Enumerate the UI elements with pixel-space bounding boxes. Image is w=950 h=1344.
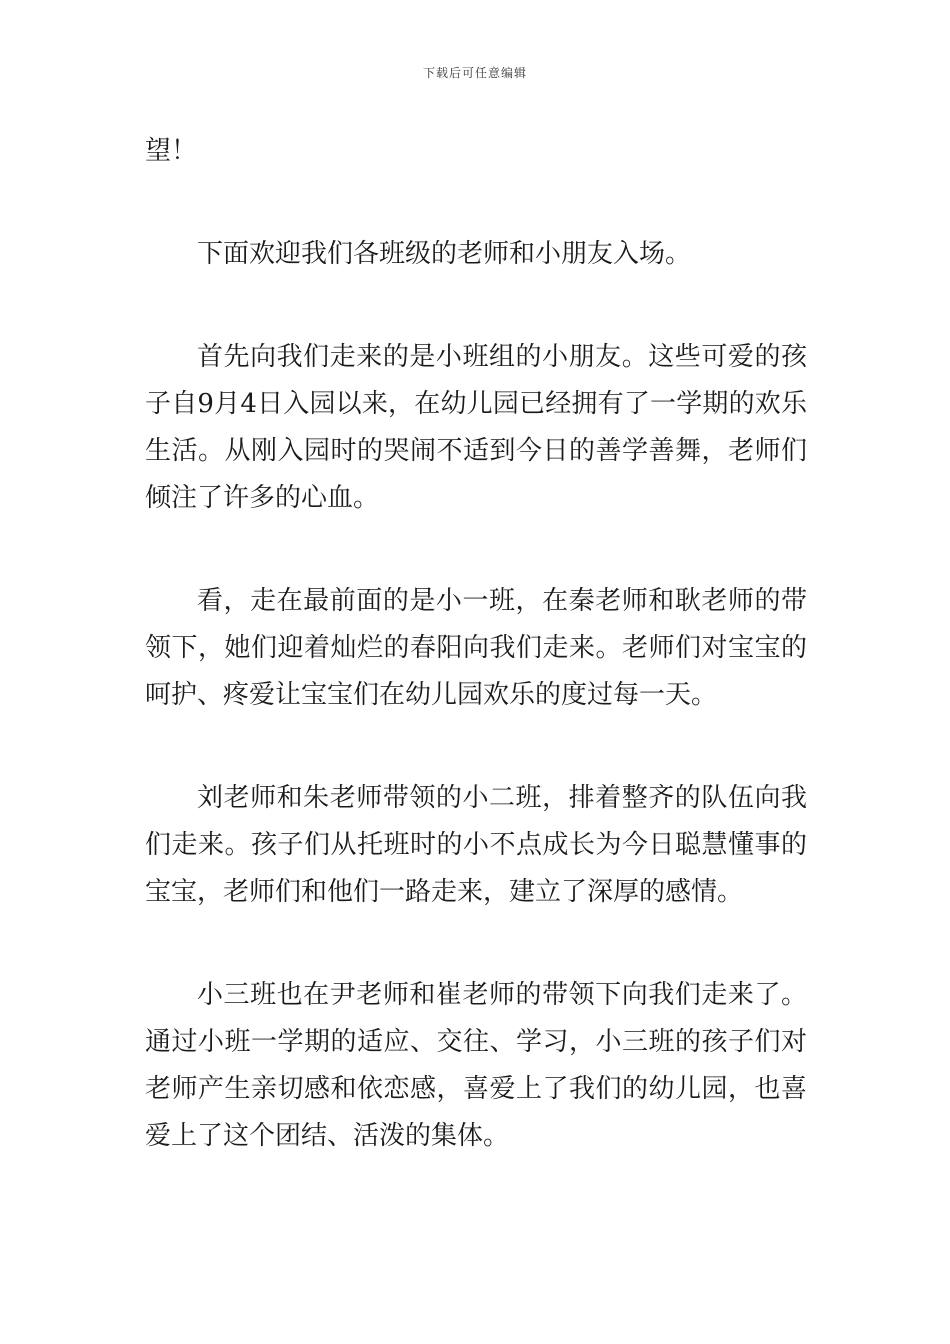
paragraph-class-small-two: 刘老师和朱老师带领的小二班，排着整齐的队伍向我们走来。孩子们从托班时的小不点成长为今日聪慧懂事的宝宝，老师们和他们一路走来，建立了深厚的感情。 [145,783,807,907]
paragraph-continuation: 望！ [145,136,198,166]
paragraph-class-small-one: 看，走在最前面的是小一班，在秦老师和耿老师的带领下，她们迎着灿烂的春阳向我们走来。老师们对宝宝的呵护、疼爱让宝宝们在幼儿园欢乐的度过每一天。 [145,586,807,710]
page-header-note: 下载后可任意编辑 [422,66,527,80]
paragraph-small-classes-intro: 首先向我们走来的是小班组的小朋友。这些可爱的孩子自9月4日入园以来，在幼儿园已经拥有了一学期的欢乐生活。从刚入园时的哭闹不适到今日的善学善舞，老师们倾注了许多的心血。 [145,342,807,513]
paragraph-welcome: 下面欢迎我们各班级的老师和小朋友入场。 [197,239,692,269]
document-body [145,128,807,1216]
paragraph-class-small-three: 小三班也在尹老师和崔老师的带领下向我们走来了。通过小班一学期的适应、交往、学习，小三班的孩子们对老师产生亲切感和依恋感，喜爱上了我们的幼儿园，也喜爱上了这个团结、活泼的集体。 [145,980,807,1151]
